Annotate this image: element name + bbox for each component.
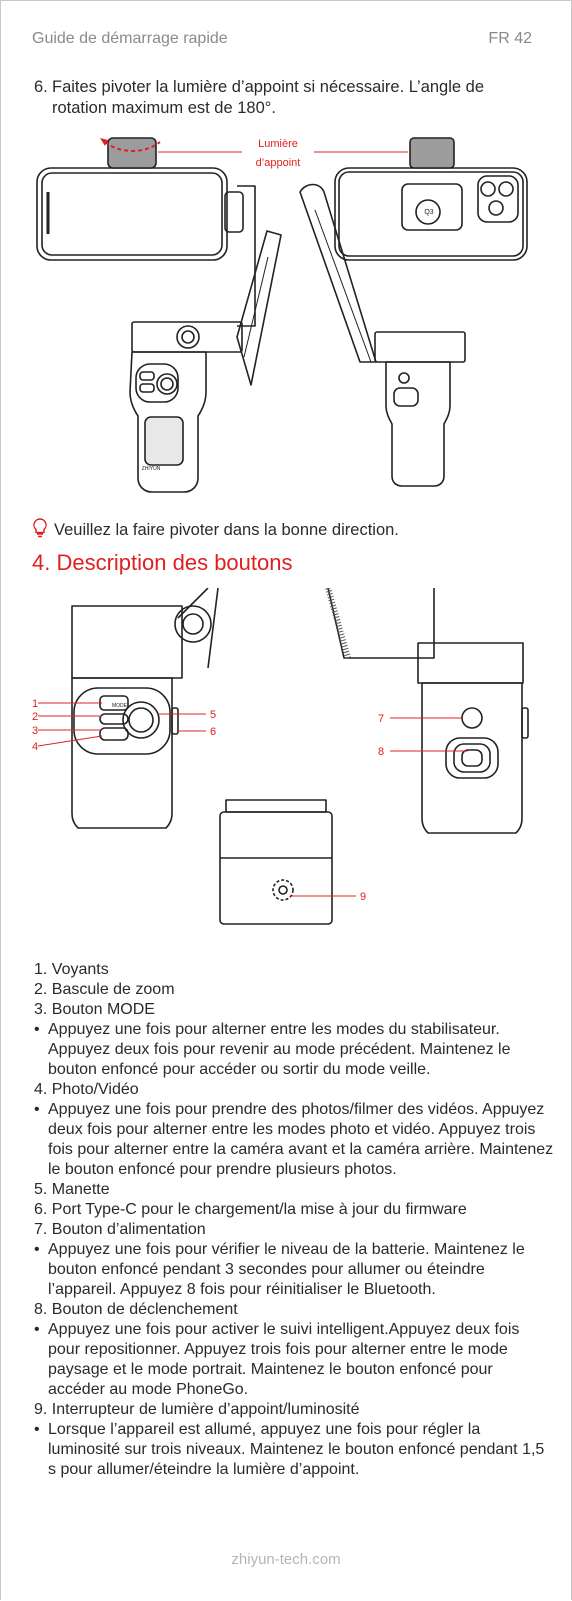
figure-gimbal-fill-light	[30, 132, 540, 504]
fill-light-left	[108, 138, 156, 168]
footer-url: zhiyun-tech.com	[231, 1551, 341, 1568]
step-number: 6.	[34, 78, 48, 96]
callout-4: 4	[32, 741, 39, 753]
mode-label: MODE	[112, 703, 127, 709]
phone-badge: Q3	[424, 209, 434, 216]
list-item: 5. Manette	[34, 1181, 110, 1198]
fill-light-right	[410, 138, 454, 168]
list-item: 1. Voyants	[34, 961, 109, 978]
callout-3: 3	[32, 725, 39, 737]
list-item: 7. Bouton d’alimentation	[34, 1221, 206, 1238]
button-description-list	[34, 960, 554, 1480]
list-bullet: • Appuyez une fois pour activer le suivi intelligent.Appuyez deux fois pour repositionner. Appuyez trois fois pour alterner entre le mode paysage et le mode portrait. Maintenez le bouton enfoncé pour accéder au mode PhoneGo.	[34, 1320, 554, 1400]
tip-note	[32, 518, 399, 543]
list-item: 8. Bouton de déclenchement	[34, 1301, 238, 1318]
page-header	[32, 30, 532, 52]
step-6	[34, 77, 534, 119]
step-text: Faites pivoter la lumière d’appoint si nécessaire. L’angle de rotation maximum est de 180°.	[52, 78, 484, 117]
callout-7: 7	[378, 713, 385, 725]
callout-6: 6	[210, 726, 217, 738]
callout-8: 8	[378, 746, 385, 758]
list-item: 9. Interrupteur de lumière d’appoint/luminosité	[34, 1401, 360, 1418]
section-title: 4. Description des boutons	[32, 550, 293, 575]
list-item: 4. Photo/Vidéo	[34, 1081, 139, 1098]
brand-label: ZHIYUN	[141, 466, 161, 472]
list-item: 6. Port Type-C pour le chargement/la mise à jour du firmware	[34, 1201, 467, 1218]
figure-buttons	[28, 588, 548, 958]
page-number: FR 42	[488, 30, 532, 47]
guide-title: Guide de démarrage rapide	[32, 30, 228, 47]
list-bullet: • Appuyez une fois pour vérifier le niveau de la batterie. Maintenez le bouton enfoncé pendant 3 secondes pour allumer ou éteindre l’appareil. Appuyez 8 fois pour réinitialiser le Bluetooth.	[34, 1240, 554, 1300]
lightbulb-icon	[32, 518, 48, 543]
callout-2: 2	[32, 711, 39, 723]
callout-5: 5	[210, 709, 217, 721]
list-bullet: • Appuyez une fois pour alterner entre les modes du stabilisateur. Appuyez deux fois pour revenir au mode précédent. Maintenez le bouton enfoncé pour accéder ou sortir du mode veille.	[34, 1020, 554, 1080]
list-item: 3. Bouton MODE	[34, 1001, 155, 1018]
fill-light-label-2: d’appoint	[255, 157, 301, 169]
list-item: 2. Bascule de zoom	[34, 981, 175, 998]
tip-text: Veuillez la faire pivoter dans la bonne direction.	[54, 520, 399, 539]
list-bullet: • Appuyez une fois pour prendre des photos/filmer des vidéos. Appuyez deux fois pour alterner entre les modes photo et vidéo. Appuyez trois fois pour alterner entre la caméra avant et la caméra arrière. Maintenez le bouton enfoncé pour prendre plusieurs photos.	[34, 1100, 554, 1180]
callout-1: 1	[32, 698, 39, 710]
list-bullet: • Lorsque l’appareil est allumé, appuyez une fois pour régler la luminosité sur trois niveaux. Maintenez le bouton enfoncé pendant 1,5 s pour allumer/éteindre la lumière d’appoint.	[34, 1420, 554, 1480]
fill-light-label-1: Lumière	[258, 138, 298, 150]
phone-left	[37, 168, 227, 260]
callout-9: 9	[360, 891, 367, 903]
